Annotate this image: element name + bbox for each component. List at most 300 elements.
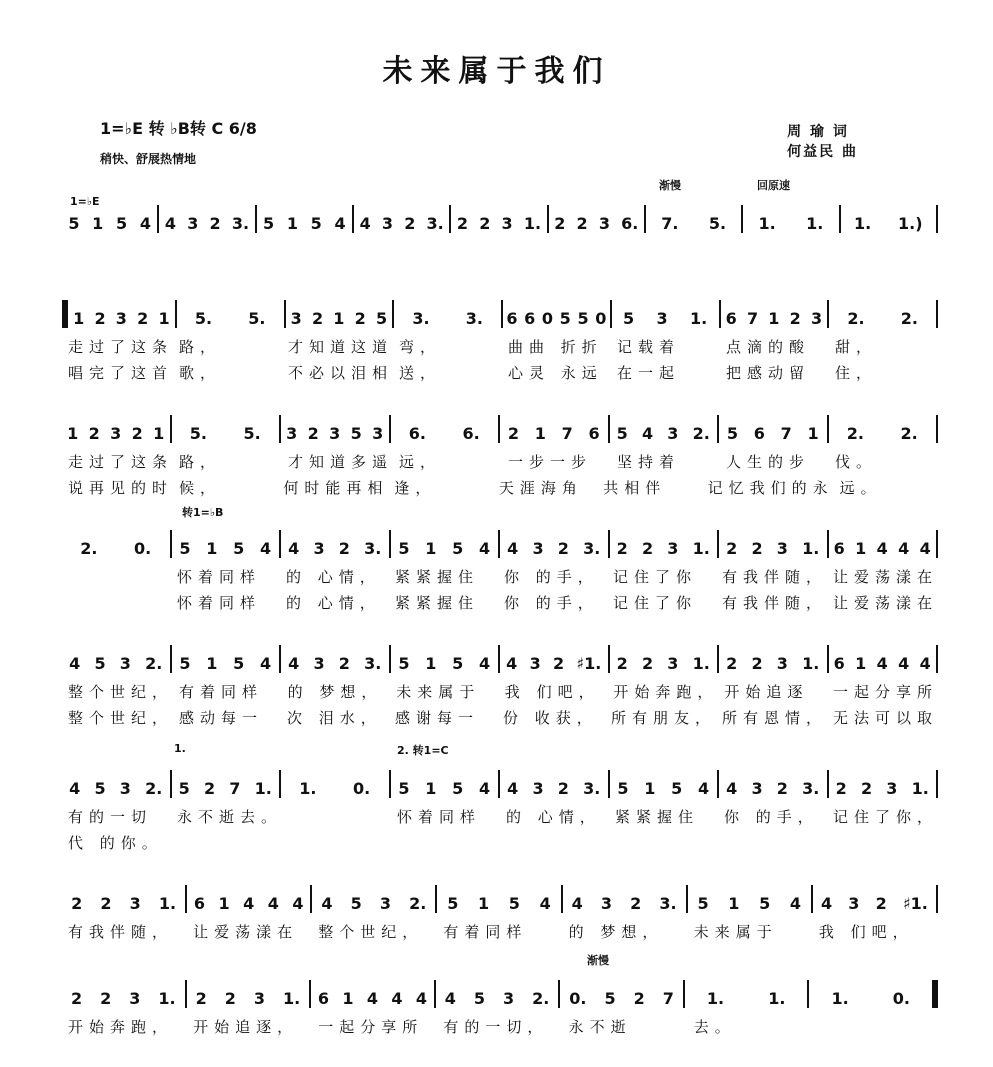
barline: [936, 415, 938, 443]
note: 1: [153, 424, 165, 443]
lyric-segment: 甜，: [835, 338, 878, 356]
lyric-segment: 天涯海角: [498, 479, 583, 497]
note: 2: [209, 214, 221, 233]
note: 3: [379, 894, 392, 913]
tempo-marking: 稍快、舒展热情地: [100, 152, 197, 166]
note: 2: [70, 989, 83, 1008]
note: 1: [158, 309, 170, 328]
note: 3.: [659, 894, 677, 913]
note: 3: [381, 214, 394, 233]
note: 1: [73, 309, 85, 328]
notation-row: [62, 645, 938, 673]
lyrics-verse-2: [62, 477, 938, 498]
lyric-segment: [172, 832, 282, 853]
note: 2: [875, 894, 887, 913]
note: 4: [243, 894, 255, 913]
note: 2: [195, 989, 207, 1008]
note: 1.: [802, 539, 820, 558]
note: 6: [833, 539, 845, 558]
note: 4: [334, 214, 346, 233]
note: 6.: [408, 424, 426, 443]
lyric-segment: [719, 832, 829, 853]
lyric-segment: 的 梦想，: [287, 683, 383, 701]
note: 4: [444, 989, 456, 1008]
measure: [436, 980, 559, 1008]
note: 3.: [583, 779, 601, 798]
credits: [787, 122, 858, 162]
measure: [62, 770, 170, 798]
note: 5: [178, 779, 190, 798]
measure: [829, 530, 937, 558]
notation-row: [62, 300, 938, 328]
note: 0.: [569, 989, 587, 1008]
note: 0: [595, 309, 607, 328]
note: 0: [541, 309, 554, 328]
notation-row: [62, 415, 938, 443]
note: 5: [604, 989, 616, 1008]
lyric-segment: 次 泪水，: [287, 709, 382, 727]
note: 6: [725, 309, 737, 328]
note: 6: [317, 989, 329, 1008]
note: 7: [780, 424, 792, 443]
note: 5: [398, 779, 410, 798]
note: 1.: [768, 989, 786, 1008]
measure: [500, 530, 608, 558]
measure: [187, 885, 310, 913]
measure: [281, 645, 389, 673]
note: 3: [313, 654, 325, 673]
measure: [451, 205, 546, 233]
barline: [932, 980, 938, 1008]
lyricist: 周 瑜 词: [787, 124, 849, 140]
lyric-segment: 曲曲 折折: [508, 338, 603, 356]
note: 6: [753, 424, 765, 443]
note: 4: [415, 989, 428, 1008]
note: 5: [452, 779, 464, 798]
note: 1.: [692, 654, 710, 673]
performance-marking: 回原速: [757, 179, 790, 192]
note: 5: [179, 654, 191, 673]
note: 4: [164, 214, 177, 233]
note: 1: [342, 989, 354, 1008]
note: 5: [473, 989, 485, 1008]
note: 2: [751, 654, 763, 673]
lyric-segment: 有的一切: [68, 808, 153, 826]
note: 5: [350, 424, 362, 443]
lyric-segment: 把感动留: [726, 364, 811, 382]
lyric-segment: [62, 592, 171, 613]
lyric-segment: [281, 832, 391, 853]
note: 3: [119, 654, 131, 673]
measure: [719, 530, 827, 558]
note: 3: [110, 424, 122, 443]
note: 4: [507, 539, 519, 558]
note: 5: [726, 424, 738, 443]
note: 4: [288, 539, 300, 558]
lyric-segment: 让爱荡漾在: [193, 923, 299, 941]
lyric-segment: 唱完了这首: [68, 364, 174, 382]
measure: [391, 530, 499, 558]
lyric-segment: 说再见的时: [68, 479, 174, 497]
note: 6: [506, 309, 518, 328]
note: 4: [539, 894, 551, 913]
note: 1: [425, 539, 437, 558]
note: 2: [554, 214, 566, 233]
note: 3: [253, 989, 265, 1008]
note: 4: [366, 989, 379, 1008]
note: 3: [598, 214, 610, 233]
note: 4: [571, 894, 583, 913]
note: 2: [94, 309, 106, 328]
note: 2: [616, 654, 628, 673]
lyrics-verse-1: [62, 921, 938, 942]
lyric-segment: 有我伴随，: [722, 594, 828, 612]
lyric-segment: 路，: [179, 453, 222, 471]
measure: [743, 205, 838, 233]
lyric-segment: 点滴的酸: [726, 338, 811, 356]
performance-marking: 转1=♭B: [182, 506, 224, 519]
lyric-segment: 有着同样: [443, 923, 528, 941]
note: 4: [478, 779, 491, 798]
note: 2: [479, 214, 491, 233]
lyric-segment: 感谢每一: [394, 709, 479, 727]
note: 1: [206, 539, 218, 558]
note: 3: [600, 894, 613, 913]
note: 2.: [532, 989, 550, 1008]
note: 5: [671, 779, 683, 798]
note: 3: [667, 424, 679, 443]
note: 5: [263, 214, 275, 233]
performance-marking: 渐慢: [587, 954, 609, 967]
lyric-segment: 紧紧握住: [395, 594, 480, 612]
lyric-segment: 有我伴随，: [68, 923, 174, 941]
note: 1: [478, 894, 490, 913]
lyric-segment: 整个世纪，: [68, 683, 174, 701]
note: 4: [267, 894, 279, 913]
note: 2: [307, 424, 319, 443]
note: 4: [876, 539, 888, 558]
note: 7: [229, 779, 241, 798]
measure: [685, 980, 808, 1008]
note: 2: [338, 539, 350, 558]
note: 4: [898, 654, 910, 673]
note: 3: [532, 539, 544, 558]
performance-marking: 1.: [174, 742, 186, 755]
measure: [829, 770, 937, 798]
note: 5: [94, 654, 106, 673]
note: 1: [286, 214, 298, 233]
note: 1: [425, 779, 437, 798]
lyric-segment: 所有朋友，: [610, 709, 716, 727]
lyric-segment: 你 的手，: [724, 808, 819, 826]
note: 2: [71, 894, 83, 913]
measure: [62, 205, 157, 233]
lyric-segment: 紧紧握住: [395, 568, 480, 586]
performance-marking: 2. 转1=C: [397, 744, 449, 757]
note: 1: [855, 539, 867, 558]
measure: [610, 530, 718, 558]
note: 3: [129, 989, 141, 1008]
measure: [721, 300, 828, 328]
lyric-segment: 住，: [835, 364, 878, 382]
note: 2: [641, 654, 654, 673]
note: 2: [576, 214, 588, 233]
note: 7: [662, 989, 674, 1008]
note: 2: [860, 779, 873, 798]
measure: [68, 300, 175, 328]
note: 4: [898, 539, 910, 558]
measure: [394, 300, 501, 328]
note: 4: [641, 424, 654, 443]
lyric-segment: 有我伴随，: [722, 568, 828, 586]
note: 2.: [846, 424, 864, 443]
lyric-segment: 你 的手，: [504, 594, 599, 612]
note: 5: [622, 309, 635, 328]
note: 2: [100, 989, 112, 1008]
note: 2: [100, 894, 112, 913]
note: 1.: [706, 989, 725, 1008]
note: 1.: [758, 214, 776, 233]
note: 1.: [282, 989, 301, 1008]
note: 2: [630, 894, 642, 913]
note: 1: [425, 654, 437, 673]
lyrics-verse-2: [62, 592, 938, 613]
note: 2.: [409, 894, 427, 913]
note: 0.: [892, 989, 910, 1008]
lyric-segment: 送，: [399, 364, 442, 382]
measure: [563, 885, 686, 913]
note: 7: [746, 309, 759, 328]
lyric-segment: 让爱荡漾在: [833, 594, 939, 612]
notation-row: [62, 530, 938, 558]
measure: [311, 980, 434, 1008]
lyric-segment: 有着同样: [179, 683, 264, 701]
lyric-segment: [62, 566, 171, 587]
note: 2: [131, 424, 143, 443]
measure: [159, 205, 254, 233]
lyric-segment: 份 收获，: [502, 709, 598, 727]
note: 3: [187, 214, 199, 233]
lyric-segment: 的 心情，: [286, 568, 381, 586]
note: 3: [372, 424, 384, 443]
note: 6: [588, 424, 600, 443]
note: 3: [810, 309, 823, 328]
note: 6: [833, 654, 845, 673]
measure: [813, 885, 936, 913]
note: 5.: [248, 309, 266, 328]
barline: [936, 645, 938, 673]
lyric-segment: 无法可以取: [832, 709, 938, 727]
note: 1.: [831, 989, 849, 1008]
note: 5: [697, 894, 709, 913]
measure: [172, 530, 280, 558]
measure: [172, 770, 280, 798]
note: 3: [129, 894, 141, 913]
note: 3.: [583, 539, 601, 558]
note: 2.: [80, 539, 98, 558]
note: 5: [447, 894, 459, 913]
measure: [62, 980, 185, 1008]
note: 3.: [364, 654, 382, 673]
note: 5: [375, 309, 388, 328]
note: 4: [478, 654, 491, 673]
lyric-segment: 何时能再相: [283, 479, 389, 497]
measure: [177, 300, 284, 328]
lyric-segment: 共相伴: [603, 479, 667, 497]
notation-row: [62, 980, 938, 1008]
measure: [829, 300, 936, 328]
note: 3.: [412, 309, 430, 328]
lyric-segment: 我 们吧，: [504, 683, 600, 701]
note: 3: [329, 424, 341, 443]
note: 5.: [243, 424, 261, 443]
measure: [500, 415, 608, 443]
lyric-segment: [282, 806, 391, 827]
note: 4: [726, 779, 738, 798]
measure: [719, 415, 827, 443]
lyric-segment: 伐。: [835, 453, 878, 471]
note: 4: [359, 214, 371, 233]
lyric-segment: [829, 832, 939, 853]
note: 5: [759, 894, 771, 913]
measure: [187, 980, 310, 1008]
note: 4: [697, 779, 710, 798]
measure: [560, 980, 683, 1008]
note: 2: [456, 214, 469, 233]
note: 4: [321, 894, 333, 913]
lyric-segment: 一起分享所: [833, 683, 939, 701]
note: 2.: [692, 424, 710, 443]
lyric-segment: 代 的你。: [68, 834, 163, 852]
lyric-segment: 整个世纪，: [318, 923, 424, 941]
barline: [936, 770, 938, 798]
lyrics-verse-1: [62, 451, 938, 472]
note: 6.: [621, 214, 639, 233]
note: 2: [507, 424, 519, 443]
lyric-segment: 永不逝: [568, 1018, 632, 1036]
note: 1: [333, 309, 345, 328]
lyric-segment: 一步一步: [508, 453, 593, 471]
lyric-segment: 心灵 永远: [508, 364, 603, 382]
note: 5: [116, 214, 128, 233]
note: 5: [617, 779, 629, 798]
note: 1: [206, 654, 218, 673]
note: 6: [524, 309, 536, 328]
lyrics-verse-1: [62, 806, 938, 827]
note: 1.): [898, 214, 923, 233]
lyrics-verse-1: [62, 566, 938, 587]
lyric-segment: [500, 832, 610, 853]
note: 1: [534, 424, 546, 443]
note: 3.: [231, 214, 250, 233]
note: 1: [218, 894, 230, 913]
lyrics-verse-1: [62, 681, 938, 702]
note: 2: [338, 654, 350, 673]
lyric-segment: 才知道多遥: [288, 453, 394, 471]
note: 2: [137, 309, 149, 328]
note: 2: [751, 539, 763, 558]
measure: [437, 885, 560, 913]
note: 1.: [854, 214, 872, 233]
note: 1.: [158, 989, 176, 1008]
lyric-segment: 整个世纪，: [68, 709, 174, 727]
lyric-segment: 永不逝去。: [177, 808, 283, 826]
note: ♯1.: [902, 894, 928, 913]
measure: [688, 885, 811, 913]
measure: [612, 300, 719, 328]
lyric-segment: 不必以泪相: [288, 364, 394, 382]
note: 2.: [847, 309, 865, 328]
note: 1.: [802, 654, 820, 673]
note: 5: [559, 309, 571, 328]
key-signature: [100, 116, 257, 139]
notation-row: [62, 205, 938, 233]
lyric-segment: 记忆我们的永: [707, 479, 834, 497]
note: 2: [203, 779, 216, 798]
note: 3.: [426, 214, 444, 233]
note: 2: [552, 654, 565, 673]
measure: [62, 645, 170, 673]
note: 2: [88, 424, 100, 443]
note: 0.: [353, 779, 371, 798]
note: 3: [532, 779, 544, 798]
note: 5.: [194, 309, 213, 328]
lyric-segment: [391, 832, 501, 853]
note: 4: [507, 779, 519, 798]
note: 4: [69, 654, 81, 673]
barline: [936, 205, 938, 233]
measure: [62, 885, 185, 913]
note: 1: [807, 424, 819, 443]
note: 1.: [158, 894, 177, 913]
note: 4: [478, 539, 491, 558]
lyric-segment: 怀着同样: [177, 568, 262, 586]
note: 3: [286, 424, 298, 443]
note: 3: [290, 309, 302, 328]
lyric-segment: 开始奔跑，: [613, 683, 719, 701]
lyric-segment: 走过了这条: [68, 338, 174, 356]
note: 5: [94, 779, 106, 798]
measure: [500, 770, 608, 798]
note: 3: [667, 539, 679, 558]
lyric-segment: [813, 1016, 938, 1037]
note: 2.: [145, 779, 163, 798]
lyric-segment: 一起分享所: [318, 1018, 424, 1036]
note: 5: [508, 894, 520, 913]
note: 1.: [690, 309, 708, 328]
note: 6.: [462, 424, 480, 443]
note: 1.: [523, 214, 542, 233]
note: 3: [313, 539, 325, 558]
lyric-segment: 弯，: [399, 338, 442, 356]
measure: [281, 530, 389, 558]
notation-row: [62, 885, 938, 913]
lyrics-verse-2: [62, 832, 938, 853]
note: 1.: [299, 779, 317, 798]
lyric-segment: 记住了你: [613, 594, 698, 612]
notation-row: [62, 770, 938, 798]
lyrics-verse-1: [62, 336, 938, 357]
measure: [719, 770, 827, 798]
measure: [646, 205, 741, 233]
note: 3: [848, 894, 860, 913]
note: 2: [835, 779, 847, 798]
measure: [172, 645, 280, 673]
note: 2: [224, 989, 236, 1008]
note: 4: [292, 894, 304, 913]
note: 1.: [911, 779, 929, 798]
note: 5: [233, 654, 245, 673]
